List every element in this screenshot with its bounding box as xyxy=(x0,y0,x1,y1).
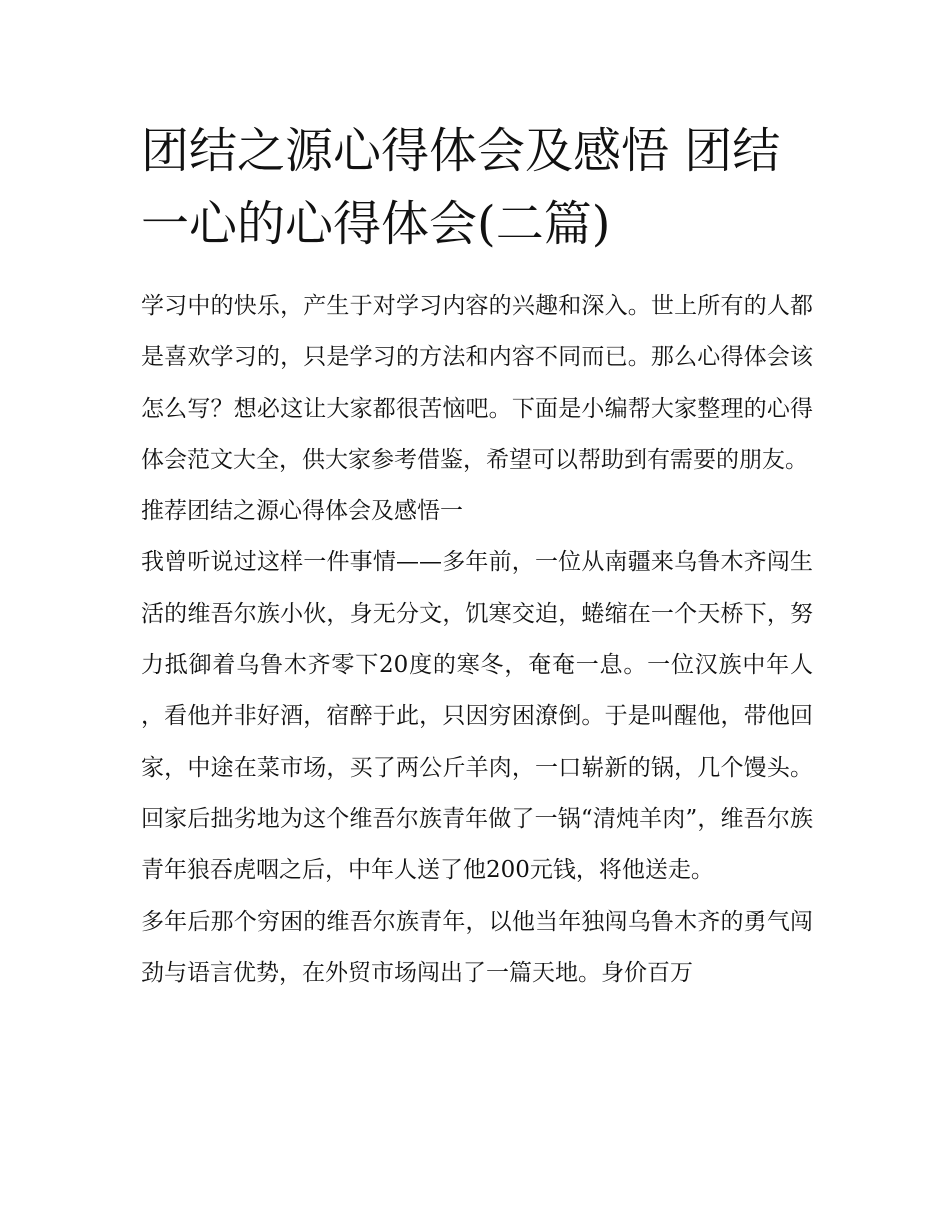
section-heading: 推荐团结之源心得体会及感悟一 xyxy=(141,498,463,525)
story-paragraph: 我曾听说过这样一件事情——多年前，一位从南疆来乌鲁木齐闯生活的维吾尔族小伙，身无分文，饥寒交迫，蜷缩在一个天桥下，努力抵御着乌鲁木齐零下20度的寒冬，奄奄一息。一位汉族中年人，看他并非好酒，宿醉于此，只因穷困潦倒。于是叫醒他，带他回家，中途在菜市场，买了两公斤羊肉，一口崭新的锅，几个馒头。回家后拙劣地为这个维吾尔族青年做了一锅“清炖羊肉”，维吾尔族青年狼吞虎咽之后，中年人送了他200元钱，将他送走。 xyxy=(141,549,813,884)
document-title: 团结之源心得体会及感悟 团结一心的心得体会(二篇) xyxy=(141,123,781,252)
continuation-paragraph: 多年后那个穷困的维吾尔族青年，以他当年独闯乌鲁木齐的勇气闯劲与语言优势，在外贸市场闯出了一篇天地。身价百万 xyxy=(141,908,813,986)
document-body xyxy=(141,115,813,999)
intro-paragraph: 学习中的快乐，产生于对学习内容的兴趣和深入。世上所有的人都是喜欢学习的，只是学习的方法和内容不同而已。那么心得体会该怎么写？想必这让大家都很苦恼吧。下面是小编帮大家整理的心得体会范文大全，供大家参考借鉴，希望可以帮助到有需要的朋友。 xyxy=(141,293,813,473)
